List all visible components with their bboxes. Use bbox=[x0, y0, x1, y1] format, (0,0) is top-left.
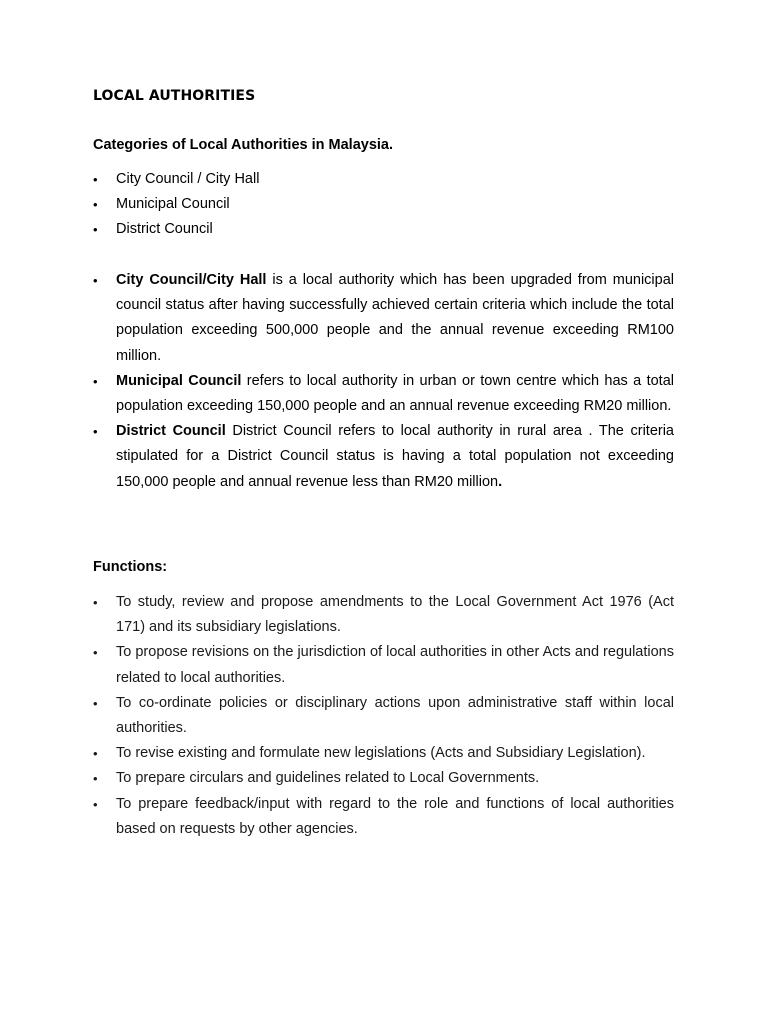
list-item bbox=[93, 192, 676, 217]
function-text: To co-ordinate policies or disciplinary actions upon administrative staff within local authorities. bbox=[116, 694, 674, 737]
function-text: To revise existing and formulate new legislations (Acts and Subsidiary Legislation). bbox=[116, 745, 646, 762]
bullet-icon: • bbox=[93, 771, 98, 787]
function-text: To prepare feedback/input with regard to the role and functions of local authorities based on requests by other agencies. bbox=[116, 795, 674, 837]
bullet-icon: • bbox=[93, 746, 98, 762]
definition-end-period: . bbox=[498, 473, 503, 490]
function-text: To study, review and propose amendments to the Local Government Act 1976 (Act 171) and its subsidiary legislations. bbox=[116, 594, 674, 636]
definition-term: District Council bbox=[116, 423, 226, 440]
bullet-icon: • bbox=[93, 796, 98, 812]
categories-list bbox=[93, 167, 676, 243]
bullet-icon: • bbox=[93, 595, 98, 610]
definition-text: District Council refers to local authority in rural area . The criteria stipulated for a District Council status is having a total population not exceeding 150,000 people and annual revenue less than RM20 million bbox=[116, 423, 674, 490]
list-item bbox=[93, 268, 674, 369]
list-item bbox=[93, 217, 676, 242]
category-label: Municipal Council bbox=[116, 196, 230, 213]
definition-text: is a local authority which has been upgraded from municipal council status after having successfully achieved certain criteria which include the total population exceeding 500,000 people and the annual revenue exceeding RM100 million. bbox=[116, 272, 674, 364]
list-item bbox=[93, 369, 674, 419]
functions-list bbox=[93, 590, 674, 842]
functions-heading: Functions: bbox=[93, 559, 168, 575]
list-item bbox=[93, 640, 674, 690]
bullet-icon: • bbox=[93, 197, 98, 213]
definition-term: Municipal Council bbox=[116, 372, 242, 389]
list-item bbox=[93, 691, 674, 741]
category-label: District Council bbox=[116, 221, 213, 238]
list-item bbox=[93, 419, 674, 495]
list-item bbox=[93, 590, 674, 640]
definition-term: City Council/City Hall bbox=[116, 272, 267, 288]
definition-text: refers to local authority in urban or town centre which has a total population exceeding 150,000 people and an annual revenue exceeding RM20 million. bbox=[116, 372, 674, 415]
bullet-icon: • bbox=[93, 373, 98, 389]
bullet-icon: • bbox=[93, 424, 98, 440]
list-item bbox=[93, 766, 674, 791]
function-text: To propose revisions on the jurisdiction of local authorities in other Acts and regulations related to local authorities. bbox=[116, 644, 674, 686]
bullet-icon: • bbox=[93, 273, 98, 288]
bullet-icon: • bbox=[93, 172, 98, 187]
bullet-icon: • bbox=[93, 222, 98, 238]
function-text: To prepare circulars and guidelines related to Local Governments. bbox=[116, 770, 540, 787]
categories-heading: Categories of Local Authorities in Malaysia. bbox=[93, 137, 394, 153]
definitions-list bbox=[93, 268, 674, 495]
list-item bbox=[93, 792, 674, 842]
list-item bbox=[93, 167, 676, 192]
page-title: LOCAL AUTHORITIES bbox=[93, 88, 256, 104]
list-item bbox=[93, 741, 674, 766]
category-label: City Council / City Hall bbox=[116, 171, 260, 187]
bullet-icon: • bbox=[93, 645, 98, 661]
bullet-icon: • bbox=[93, 695, 98, 711]
